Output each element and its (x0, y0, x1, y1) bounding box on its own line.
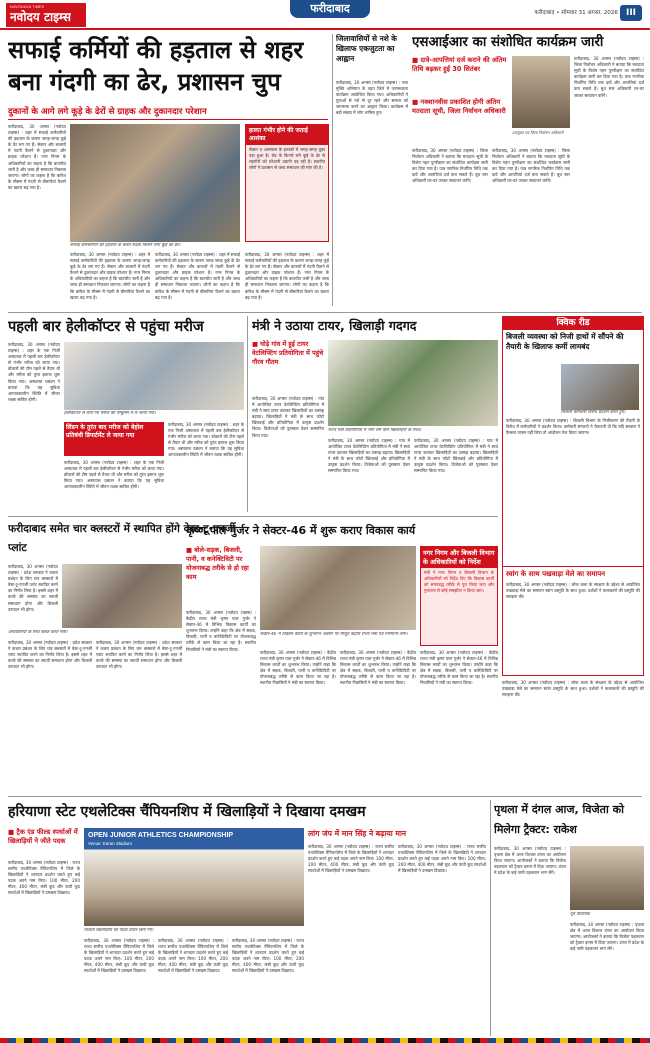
cluster-photo (62, 564, 182, 628)
masthead (0, 0, 650, 30)
lead-inset-title: हालत गंभीर होने की जताई आशंका (246, 125, 328, 145)
lead-photo (70, 124, 240, 242)
quick-story1-photo (561, 364, 639, 410)
sir-photo (512, 56, 570, 128)
bullet-icon: ■ (412, 56, 421, 64)
heli-headline: पहली बार हेलीकॉप्टर से पहुंचा मरीज (8, 318, 204, 335)
dangal-body-col1: फरीदाबाद, 30 अगस्त (नवोदय टाइम्स) : पृथला क्षेत्र में आज विशाल दंगल का आयोजन किया जाएगा। आयोजकों ने बताया कि विजेता पहलवान को ट्रैक्टर इनाम में दिया जाएगा। दंगल में प्रदेश के कई नामी पहलवान भाग लेंगे। (494, 846, 566, 876)
quick-story2-body-cont: फरीदाबाद, 30 अगस्त (नवोदय टाइम्स) : लोक कला के संरक्षण के उद्देश्य से आयोजित पखवाड़ा मेले का समापन स्वांग प्रस्तुति के साथ हुआ। दर्शकों ने कलाकारों की प्रस्तुति की सराहना की। (502, 680, 644, 698)
sir-headline: एसआईआर का संशोधित कार्यक्रम जारी (412, 35, 604, 50)
sir-bullet-1 (412, 56, 508, 96)
footer-color-bar (0, 1038, 650, 1043)
quick-story2-body: फरीदाबाद, 30 अगस्त (नवोदय टाइम्स) : लोक कला के संरक्षण के उद्देश्य से आयोजित पखवाड़ा मेले का समापन स्वांग प्रस्तुति के साथ हुआ। दर्शकों ने कलाकारों की प्रस्तुति की सराहना की। (506, 582, 640, 600)
sir-body-col2: फरीदाबाद, 30 अगस्त (नवोदय टाइम्स) : जिला निर्वाचन अधिकारी ने बताया कि मतदाता सूची के विशेष गहन पुनरीक्षण का संशोधित कार्यक्रम जारी कर दिया गया है। पात्र नागरिक निर्धारित तिथि तक दावे और आपत्तियां दर्ज करा सकते हैं। बूथ स्तर अधिकारी घर-घर जाकर सत्यापन करेंगे। (412, 148, 488, 184)
bullet-icon: ■ (412, 98, 421, 106)
athletics-body-col2: फरीदाबाद, 30 अगस्त (नवोदय टाइम्स) : राज्य स्तरीय एथलेटिक्स चैंपियनशिप में जिले के खिलाड़ियों ने शानदार प्रदर्शन करते हुए कई पदक अपने नाम किए। 100 मीटर, 200 मीटर, 400 मीटर, लंबी कूद और ऊंची कूद स्पर्धाओं में खिलाड़ियों ने दमखम दिखाया। (84, 938, 154, 974)
paper-name: नवोदय टाइम्स (10, 10, 72, 24)
cluster-caption: अधिकारियों के साथ बैठक करते मंत्री। (8, 630, 68, 635)
sir-bullet-2-text: नक्शानवीस प्रकाशित होगी अंतिम मतदाता सूची, जिला निर्वाचन अधिकारी (412, 98, 506, 115)
quick-read-box (502, 316, 644, 676)
quick-read-label: क्विक रीड (503, 317, 643, 330)
h-divider (8, 516, 498, 517)
dangal-body-col2: फरीदाबाद, 30 अगस्त (नवोदय टाइम्स) : पृथला क्षेत्र में आज विशाल दंगल का आयोजन किया जाएगा। आयोजकों ने बताया कि विजेता पहलवान को ट्रैक्टर इनाम में दिया जाएगा। दंगल में प्रदेश के कई नामी पहलवान भाग लेंगे। (570, 922, 644, 952)
quick-story2-head: स्वांग के साथ पखवाड़ा मेले का समापन (503, 566, 643, 580)
athletics-body-col4: फरीदाबाद, 30 अगस्त (नवोदय टाइम्स) : राज्य स्तरीय एथलेटिक्स चैंपियनशिप में जिले के खिलाड़ियों ने शानदार प्रदर्शन करते हुए कई पदक अपने नाम किए। 100 मीटर, 200 मीटर, 400 मीटर, लंबी कूद और ऊंची कूद स्पर्धाओं में खिलाड़ियों ने दमखम दिखाया। (232, 938, 304, 974)
col-divider (247, 316, 248, 512)
krishan-headline: कृष्ण पाल गुर्जर ने सेक्टर-46 में शुरू कराए विकास कार्य (186, 524, 416, 537)
mantri-photo (328, 340, 498, 426)
krishan-body-col1: फरीदाबाद, 30 अगस्त (नवोदय टाइम्स) : केंद्रीय राज्य मंत्री कृष्ण पाल गुर्जर ने सेक्टर-46 में विभिन्न विकास कार्यों का शुभारंभ किया। उन्होंने कहा कि क्षेत्र में सड़क, बिजली, पानी व कनेक्टिविटी पर योजनाबद्ध तरीके से काम किया जा रहा है। स्थानीय निवासियों ने मंत्री का स्वागत किया। (186, 610, 256, 652)
mantri-headline: मंत्री ने उठाया टायर, खिलाड़ी गदगद (252, 318, 417, 333)
cluster-body-col3: फरीदाबाद, 30 अगस्त (नवोदय टाइम्स) : प्रदेश सरकार ने कचरा प्रबंधन के लिए चार क्लस्टरों में वेस्ट-टू-एनर्जी प्लांट स्थापित करने का निर्णय लिया है। इससे शहर में कचरे की समस्या का स्थायी समाधान होगा और बिजली उत्पादन भी होगा। (96, 640, 182, 670)
date-line: फरीदाबाद • सोमवार 31 अगस्त, 2026 (534, 10, 618, 16)
city-name: फरीदाबाद (310, 2, 350, 15)
bullet-icon: ■ (186, 546, 195, 554)
mantri-subhead-text: घोड़े गांव में हुई टायर वेटलिफ्टिंग प्रतियोगिता में पहुंचे गौरव गौतम (252, 340, 324, 366)
quick-story1-body: फरीदाबाद, 30 अगस्त (नवोदय टाइम्स) : बिजली विभाग के निजीकरण की तैयारी के विरोध में कर्मचारियों ने प्रदर्शन किया। कर्मचारी संगठनों ने चेतावनी दी कि यदि सरकार ने फैसला वापस नहीं लिया तो आंदोलन तेज किया जाएगा। (506, 418, 640, 436)
athletics-banner-sub: Venue: Karan Stadium (88, 841, 132, 846)
nagar-box (420, 546, 498, 646)
krishan-subhead (186, 546, 256, 606)
heli-photo (64, 342, 244, 410)
krishan-body-col4: फरीदाबाद, 30 अगस्त (नवोदय टाइम्स) : केंद्रीय राज्य मंत्री कृष्ण पाल गुर्जर ने सेक्टर-46 में विभिन्न विकास कार्यों का शुभारंभ किया। उन्होंने कहा कि क्षेत्र में सड़क, बिजली, पानी व कनेक्टिविटी पर योजनाबद्ध तरीके से काम किया जा रहा है। स्थानीय निवासियों ने मंत्री का स्वागत किया। (420, 650, 498, 686)
athletics-side-head-text: ट्रैक एंड फील्ड स्पर्धाओं में खिलाड़ियों ने जीते पदक (8, 828, 78, 845)
athletics-photo (84, 828, 304, 926)
nagar-body: मंत्री ने नगर निगम व बिजली विभाग के अधिकारियों को निर्देश दिए कि विकास कार्यों को समयबद्ध तरीके से पूरा किया जाए और गुणवत्ता से कोई समझौता न किया जाए। (424, 570, 494, 594)
sir-body-col1: फरीदाबाद, 30 अगस्त (नवोदय टाइम्स) : जिला निर्वाचन अधिकारी ने बताया कि मतदाता सूची के विशेष गहन पुनरीक्षण का संशोधित कार्यक्रम जारी कर दिया गया है। पात्र नागरिक निर्धारित तिथि तक दावे और आपत्तियां दर्ज करा सकते हैं। बूथ स्तर अधिकारी घर-घर जाकर सत्यापन करेंगे। (574, 56, 644, 98)
heli-body-col1: फरीदाबाद, 30 अगस्त (नवोदय टाइम्स) : शहर के एक निजी अस्पताल में पहली बार हेलीकॉप्टर से गंभीर मरीज को लाया गया। डॉक्टरों की टीम पहले से तैयार थी और मरीज को तुरंत इलाज शुरू किया गया। अस्पताल प्रबंधन ने बताया कि यह सुविधा आपातकालीन स्थिति में जीवन रक्षक साबित होगी। (8, 342, 60, 402)
mantri-subhead (252, 340, 324, 392)
h-divider (8, 312, 642, 313)
sir-bullet-1-text: दावे-आपत्तियां दर्ज कराने की अंतिम तिथि बढ़कर हुई 30 सितंबर (412, 56, 507, 73)
h-divider (8, 796, 642, 797)
krishan-photo (260, 546, 416, 630)
sir-body-col3: फरीदाबाद, 30 अगस्त (नवोदय टाइम्स) : जिला निर्वाचन अधिकारी ने बताया कि मतदाता सूची के विशेष गहन पुनरीक्षण का संशोधित कार्यक्रम जारी कर दिया गया है। पात्र नागरिक निर्धारित तिथि तक दावे और आपत्तियां दर्ज करा सकते हैं। बूथ स्तर अधिकारी घर-घर जाकर सत्यापन करेंगे। (492, 148, 570, 184)
page-number: III (620, 5, 642, 21)
sir-photo-caption: उपायुक्त एवं जिला निर्वाचन अधिकारी (512, 130, 564, 135)
heli-side-title: लिंडन के तुरंत बाद मरीज को बेहोश प्रतिबंधी डिपार्टमेंट ले जाया गया (66, 424, 144, 439)
brief-body: फरीदाबाद, 30 अगस्त (नवोदय टाइम्स) : नशा मुक्ति अभियान के तहत जिले में जागरूकता कार्यक्रम आयोजित किया गया। अधिकारियों ने युवाओं से नशे से दूर रहने और समाज को जागरूक करने का आह्वान किया। कार्यक्रम में बड़ी संख्या में लोग शामिल हुए। (336, 80, 408, 116)
lead-headline: सफाई कर्मियों की हड़ताल से शहर बना गंदगी का ढेर, प्रशासन चुप (8, 36, 304, 96)
brief-headline: जिलावासियों से नशे के खिलाफ एकजुटता का आह्वान (336, 34, 397, 63)
mantri-body-col1: फरीदाबाद, 30 अगस्त (नवोदय टाइम्स) : गांव में आयोजित टायर वेटलिफ्टिंग प्रतियोगिता में मंत्री ने स्वयं टायर उठाकर खिलाड़ियों का उत्साह बढ़ाया। खिलाड़ियों ने मंत्री के साथ फोटो खिंचवाई और प्रतियोगिता में उत्कृष्ट प्रदर्शन किया। विजेताओं को पुरस्कार देकर सम्मानित किया गया। (252, 396, 324, 438)
lead-inset (245, 124, 329, 242)
heli-photo-caption: हेलीकॉप्टर से लाए गए मरीज को एम्बुलेंस में ले जाया गया। (64, 411, 156, 416)
lead-body-col2: फरीदाबाद, 30 अगस्त (नवोदय टाइम्स) : शहर में सफाई कर्मचारियों की हड़ताल के कारण जगह-जगह कूड़े के ढेर लग गए हैं। सेक्टर और बाजारों में गंदगी फैलने से दुकानदार और ग्राहक परेशान हैं। नगर निगम के अधिकारियों का कहना है कि बातचीत जारी है और जल्द ही समाधान निकाला जाएगा। लोगों का कहना है कि बारिश के मौसम में गंदगी से बीमारियां फैलने का खतरा बढ़ गया है। (70, 252, 150, 300)
heli-body-col2: फरीदाबाद, 30 अगस्त (नवोदय टाइम्स) : शहर के एक निजी अस्पताल में पहली बार हेलीकॉप्टर से गंभीर मरीज को लाया गया। डॉक्टरों की टीम पहले से तैयार थी और मरीज को तुरंत इलाज शुरू किया गया। अस्पताल प्रबंधन ने बताया कि यह सुविधा आपातकालीन स्थिति में जीवन रक्षक साबित होगी। (64, 460, 164, 490)
city-tab (290, 0, 370, 18)
cluster-body-col1: फरीदाबाद, 30 अगस्त (नवोदय टाइम्स) : प्रदेश सरकार ने कचरा प्रबंधन के लिए चार क्लस्टरों में वेस्ट-टू-एनर्जी प्लांट स्थापित करने का निर्णय लिया है। इससे शहर में कचरे की समस्या का स्थायी समाधान होगा और बिजली उत्पादन भी होगा। (8, 564, 58, 612)
lead-body-col1: फरीदाबाद, 30 अगस्त (नवोदय टाइम्स) : शहर में सफाई कर्मचारियों की हड़ताल के कारण जगह-जगह कूड़े के ढेर लग गए हैं। सेक्टर और बाजारों में गंदगी फैलने से दुकानदार और ग्राहक परेशान हैं। नगर निगम के अधिकारियों का कहना है कि बातचीत जारी है और जल्द ही समाधान निकाला जाएगा। लोगों का कहना है कि बारिश के मौसम में गंदगी से बीमारियां फैलने का खतरा बढ़ गया है। (8, 124, 66, 190)
bullet-icon: ■ (252, 340, 261, 348)
athletics-body-col3: फरीदाबाद, 30 अगस्त (नवोदय टाइम्स) : राज्य स्तरीय एथलेटिक्स चैंपियनशिप में जिले के खिलाड़ियों ने शानदार प्रदर्शन करते हुए कई पदक अपने नाम किए। 100 मीटर, 200 मीटर, 400 मीटर, लंबी कूद और ऊंची कूद स्पर्धाओं में खिलाड़ियों ने दमखम दिखाया। (158, 938, 228, 974)
athletics-side-head (8, 828, 80, 858)
mantri-body-col3: फरीदाबाद, 30 अगस्त (नवोदय टाइम्स) : गांव में आयोजित टायर वेटलिफ्टिंग प्रतियोगिता में मंत्री ने स्वयं टायर उठाकर खिलाड़ियों का उत्साह बढ़ाया। खिलाड़ियों ने मंत्री के साथ फोटो खिंचवाई और प्रतियोगिता में उत्कृष्ट प्रदर्शन किया। विजेताओं को पुरस्कार देकर सम्मानित किया गया। (414, 438, 498, 474)
lead-body-col4: फरीदाबाद, 30 अगस्त (नवोदय टाइम्स) : शहर में सफाई कर्मचारियों की हड़ताल के कारण जगह-जगह कूड़े के ढेर लग गए हैं। सेक्टर और बाजारों में गंदगी फैलने से दुकानदार और ग्राहक परेशान हैं। नगर निगम के अधिकारियों का कहना है कि बातचीत जारी है और जल्द ही समाधान निकाला जाएगा। लोगों का कहना है कि बारिश के मौसम में गंदगी से बीमारियां फैलने का खतरा बढ़ गया है। (245, 252, 329, 300)
nagar-headline: नगर निगम और बिजली विभाग के अधिकारियों को निर्देश (421, 547, 497, 568)
dangal-headline: पृथला में दंगल आज, विजेता को मिलेगा ट्रैक्टर: राकेश (494, 803, 624, 836)
mantri-photo-caption: राज्य मंत्री प्रतियोगिता में भाग लेने वाले खिलाड़ियों के साथ। (328, 428, 422, 433)
mantri-body-col2: फरीदाबाद, 30 अगस्त (नवोदय टाइम्स) : गांव में आयोजित टायर वेटलिफ्टिंग प्रतियोगिता में मंत्री ने स्वयं टायर उठाकर खिलाड़ियों का उत्साह बढ़ाया। खिलाड़ियों ने मंत्री के साथ फोटो खिंचवाई और प्रतियोगिता में उत्कृष्ट प्रदर्शन किया। विजेताओं को पुरस्कार देकर सम्मानित किया गया। (328, 438, 410, 474)
paper-name-small: NAVODAYA TIMES (10, 4, 45, 9)
cluster-body-col2: फरीदाबाद, 30 अगस्त (नवोदय टाइम्स) : प्रदेश सरकार ने कचरा प्रबंधन के लिए चार क्लस्टरों में वेस्ट-टू-एनर्जी प्लांट स्थापित करने का निर्णय लिया है। इससे शहर में कचरे की समस्या का स्थायी समाधान होगा और बिजली उत्पादन भी होगा। (8, 640, 92, 670)
quick-story1-head: बिजली व्यवस्था को निजी हाथों में सौंपने की तैयारी के खिलाफ कर्मी लामबंद (506, 332, 624, 351)
lead-inset-text: सेक्टर व आसपास के इलाकों में जगह-जगह कूड़ा पड़ा हुआ है। रोड़ के किनारे लगे कूड़े के ढेर से राहगीरों को परेशानी उठानी पड़ रही है। स्थानीय लोगों ने प्रशासन से जल्द समाधान की मांग की है। (249, 147, 325, 171)
lead-body-col3: फरीदाबाद, 30 अगस्त (नवोदय टाइम्स) : शहर में सफाई कर्मचारियों की हड़ताल के कारण जगह-जगह कूड़े के ढेर लग गए हैं। सेक्टर और बाजारों में गंदगी फैलने से दुकानदार और ग्राहक परेशान हैं। नगर निगम के अधिकारियों का कहना है कि बातचीत जारी है और जल्द ही समाधान निकाला जाएगा। लोगों का कहना है कि बारिश के मौसम में गंदगी से बीमारियां फैलने का खतरा बढ़ गया है। (155, 252, 240, 300)
krishan-body-col2: फरीदाबाद, 30 अगस्त (नवोदय टाइम्स) : केंद्रीय राज्य मंत्री कृष्ण पाल गुर्जर ने सेक्टर-46 में विभिन्न विकास कार्यों का शुभारंभ किया। उन्होंने कहा कि क्षेत्र में सड़क, बिजली, पानी व कनेक्टिविटी पर योजनाबद्ध तरीके से काम किया जा रहा है। स्थानीय निवासियों ने मंत्री का स्वागत किया। (260, 650, 336, 686)
col-divider (490, 800, 491, 1036)
lead-subhead: दुकानों के आगे लगे कूड़े के ढेरों से ग्राहक और दुकानदार परेशान (8, 106, 328, 120)
dangal-caption: पूर्व विधायक (570, 912, 590, 917)
col-divider (332, 34, 333, 306)
heli-side-box (64, 422, 164, 456)
heli-body-col3: फरीदाबाद, 30 अगस्त (नवोदय टाइम्स) : शहर के एक निजी अस्पताल में पहली बार हेलीकॉप्टर से गंभीर मरीज को लाया गया। डॉक्टरों की टीम पहले से तैयार थी और मरीज को तुरंत इलाज शुरू किया गया। अस्पताल प्रबंधन ने बताया कि यह सुविधा आपातकालीन स्थिति में जीवन रक्षक साबित होगी। (168, 422, 244, 458)
paper-name-block (6, 3, 86, 27)
cluster-headline: फरीदाबाद समेत चार क्लस्टरों में स्थापित होंगे वेस्ट-टू-एनर्जी प्लांट (8, 523, 236, 554)
lead-photo-caption: सफाई कर्मचारियों की हड़ताल के चलते सड़क किनारे लगा कूड़े का ढेर। (70, 243, 181, 248)
quick-story1-caption: बिजली कर्मचारी विरोध प्रदर्शन करते हुए। (561, 410, 626, 415)
athletics-sub2: लांग जंप में मान सिंह ने बढ़ाया मान (308, 829, 407, 838)
bullet-icon: ■ (8, 828, 17, 836)
athletics-body-col1: फरीदाबाद, 30 अगस्त (नवोदय टाइम्स) : राज्य स्तरीय एथलेटिक्स चैंपियनशिप में जिले के खिलाड़ियों ने शानदार प्रदर्शन करते हुए कई पदक अपने नाम किए। 100 मीटर, 200 मीटर, 400 मीटर, लंबी कूद और ऊंची कूद स्पर्धाओं में खिलाड़ियों ने दमखम दिखाया। (8, 860, 80, 896)
athletics-banner-text: OPEN JUNIOR ATHLETICS CHAMPIONSHIP (88, 832, 234, 839)
sir-bullet-2 (412, 98, 508, 144)
athletics-body-col5: फरीदाबाद, 30 अगस्त (नवोदय टाइम्स) : राज्य स्तरीय एथलेटिक्स चैंपियनशिप में जिले के खिलाड़ियों ने शानदार प्रदर्शन करते हुए कई पदक अपने नाम किए। 100 मीटर, 200 मीटर, 400 मीटर, लंबी कूद और ऊंची कूद स्पर्धाओं में खिलाड़ियों ने दमखम दिखाया। (308, 844, 394, 874)
athletics-headline: हरियाणा स्टेट एथलेटिक्स चैंपियनशिप में खिलाड़ियों ने दिखाया दमखम (8, 804, 366, 820)
krishan-photo-caption: सेक्टर-46 में विकास कार्यों के शुभारंभ अवसर पर मौजूद केंद्रीय राज्य मंत्री एवं गणमान्य लोग। (260, 632, 408, 637)
athletics-body-col6: फरीदाबाद, 30 अगस्त (नवोदय टाइम्स) : राज्य स्तरीय एथलेटिक्स चैंपियनशिप में जिले के खिलाड़ियों ने शानदार प्रदर्शन करते हुए कई पदक अपने नाम किए। 100 मीटर, 200 मीटर, 400 मीटर, लंबी कूद और ऊंची कूद स्पर्धाओं में खिलाड़ियों ने दमखम दिखाया। (398, 844, 486, 874)
krishan-subhead-text: बोले-सड़क, बिजली, पानी, व कनेक्टिविटी पर योजनाबद्ध तरीके से हो रहा काम (186, 546, 249, 581)
krishan-body-col3: फरीदाबाद, 30 अगस्त (नवोदय टाइम्स) : केंद्रीय राज्य मंत्री कृष्ण पाल गुर्जर ने सेक्टर-46 में विभिन्न विकास कार्यों का शुभारंभ किया। उन्होंने कहा कि क्षेत्र में सड़क, बिजली, पानी व कनेक्टिविटी पर योजनाबद्ध तरीके से काम किया जा रहा है। स्थानीय निवासियों ने मंत्री का स्वागत किया। (340, 650, 416, 686)
athletics-caption: विजेता खिलाड़ियों को पदक प्रदान किए गए। (84, 928, 154, 933)
dangal-photo (570, 846, 644, 910)
